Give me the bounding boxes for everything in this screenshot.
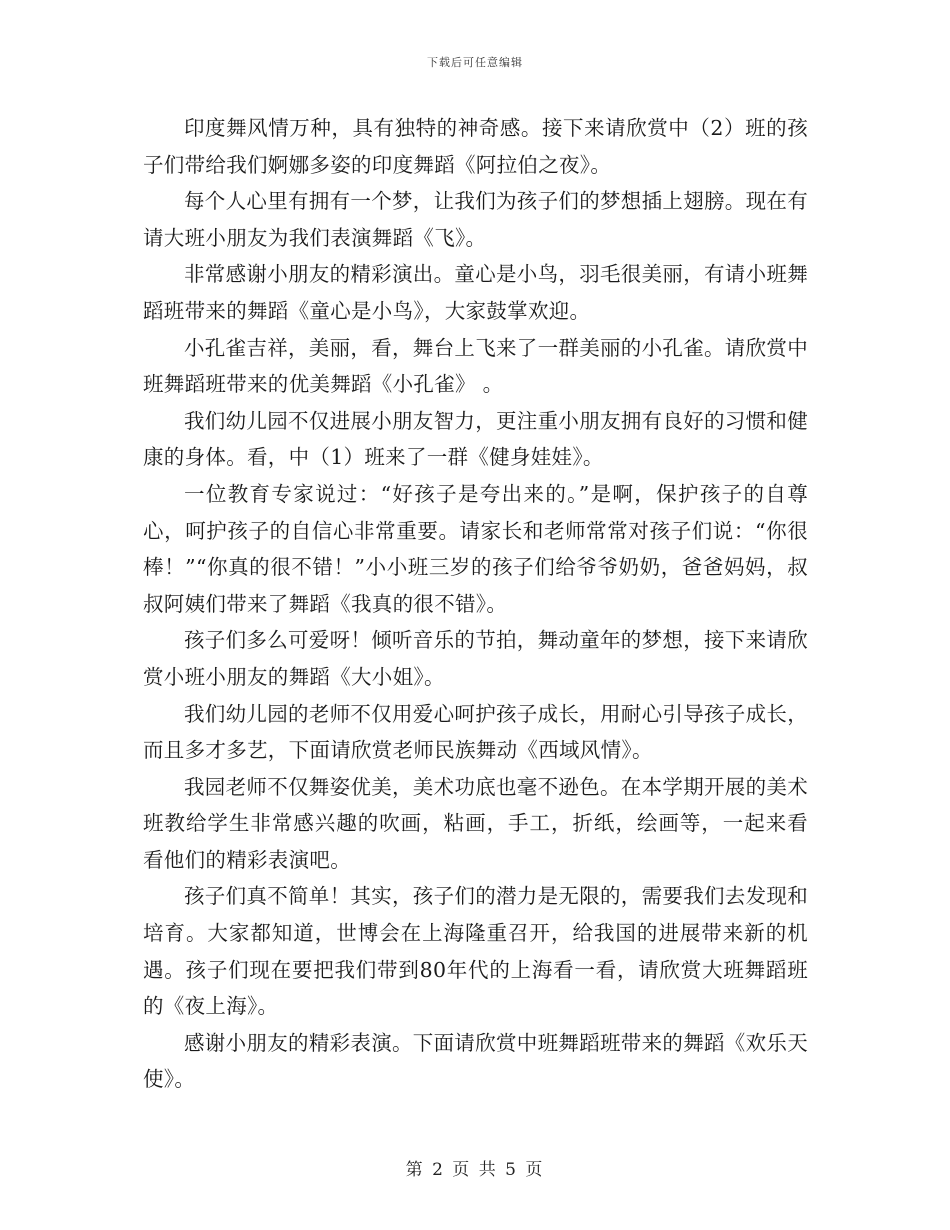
page-number: 第 2 页 共 5 页 xyxy=(405,1160,545,1180)
paragraph: 孩子们真不简单！其实，孩子们的潜力是无限的，需要我们去发现和培育。大家都知道，世博会在上海隆重召开，给我国的进展带来新的机遇。孩子们现在要把我们带到80年代的上海看一看，请欣赏大班舞蹈班的《夜上海》。 xyxy=(143,884,808,1019)
paragraph: 每个人心里有拥有一个梦，让我们为孩子们的梦想插上翅膀。现在有请大班小朋友为我们表演舞蹈《飞》。 xyxy=(143,189,808,250)
paragraph: 我们幼儿园不仅进展小朋友智力，更注重小朋友拥有良好的习惯和健康的身体。看，中（1）班来了一群《健身娃娃》。 xyxy=(143,408,808,470)
paragraph: 印度舞风情万种，具有独特的神奇感。接下来请欣赏中（2）班的孩子们带给我们婀娜多姿的印度舞蹈《阿拉伯之夜》。 xyxy=(143,116,808,177)
paragraph: 一位教育专家说过：“好孩子是夸出来的。”是啊，保护孩子的自尊心，呵护孩子的自信心非常重要。请家长和老师常常对孩子们说：“你很棒！”“你真的很不错！”小小班三岁的孩子们给爷爷奶奶，爸爸妈妈，叔叔阿姨们带来了舞蹈《我真的很不错》。 xyxy=(143,481,808,616)
page-header-note: 下载后可任意编辑 xyxy=(427,56,523,69)
paragraph: 感谢小朋友的精彩表演。下面请欣赏中班舞蹈班带来的舞蹈《欢乐天使》。 xyxy=(143,1030,808,1092)
paragraph: 我园老师不仅舞姿优美，美术功底也毫不逊色。在本学期开展的美术班教给学生非常感兴趣的吹画，粘画，手工，折纸，绘画等，一起来看看他们的精彩表演吧。 xyxy=(143,774,808,872)
paragraph: 小孔雀吉祥，美丽，看，舞台上飞来了一群美丽的小孔雀。请欣赏中班舞蹈班带来的优美舞蹈《小孔雀》 。 xyxy=(143,335,808,397)
paragraph: 孩子们多么可爱呀！倾听音乐的节拍，舞动童年的梦想，接下来请欣赏小班小朋友的舞蹈《大小姐》。 xyxy=(143,628,808,689)
paragraph: 非常感谢小朋友的精彩演出。童心是小鸟，羽毛很美丽，有请小班舞蹈班带来的舞蹈《童心是小鸟》，大家鼓掌欢迎。 xyxy=(143,262,808,323)
document-body xyxy=(143,110,808,1098)
paragraph: 我们幼儿园的老师不仅用爱心呵护孩子成长，用耐心引导孩子成长，而且多才多艺，下面请欣赏老师民族舞动《西域风情》。 xyxy=(143,701,808,763)
